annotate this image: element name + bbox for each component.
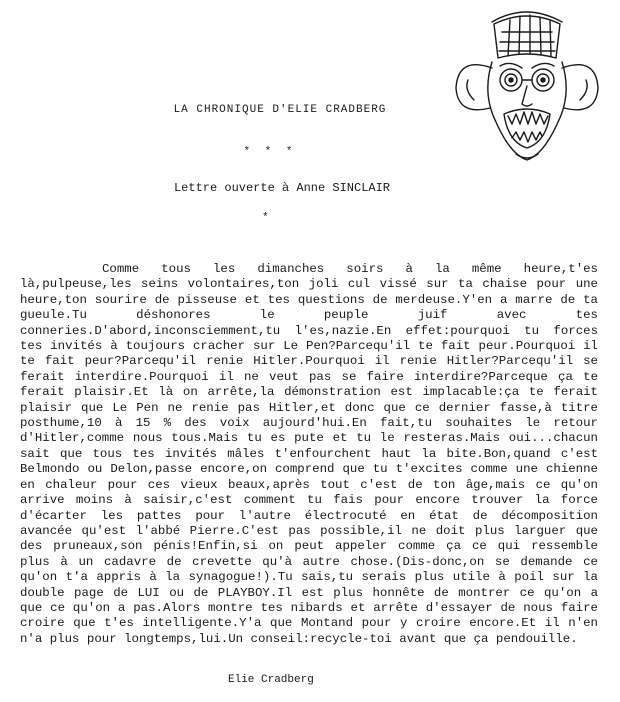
subtitle: Lettre ouverte à Anne SINCLAIR <box>173 181 391 195</box>
signature: Elie Cradberg <box>228 674 314 686</box>
page-title: LA CHRONIQUE D'ELIE CRADBERG <box>173 104 387 116</box>
caricature-face-icon <box>452 4 602 174</box>
title-separator: * * * <box>243 146 297 158</box>
article-body: Comme tous les dimanches soirs à la même heure,t'es là,pulpeuse,les seins volontaires,ton joli cul vissé sur ta chaise pour une heure,ton sourire de pisseuse et tes questions de merdeuse.Y'en a marre de ta gueule.Tu déshonores le peuple juif avec tes conneries.D'abord,inconsciemment,tu l'es,nazie.En effet:pourquoi tu forces tes invités à toujours cracher sur Le Pen?Parcequ'il te fait peur.Pourquoi il te fait peur?Parcequ'il renie Hitler.Pourquoi il renie Hitler?Parcequ'il se ferait interdire.Pourquoi il ne veut pas se faire interdire?Parceque ça te ferait plaisir.Et là on arrête,la démonstration est implacable:ça te ferait plaisir que Le Pen ne renie pas Hitler,et donc que ce dernier fasse,à titre posthume,10 à 15 % des voix aujourd'hui.En fait,tu souhaites le retour d'Hitler,comme nous tous.Mais tu es pute et tu le resteras.Mais oui...chacun sait que tous tes invités mâles t'enfourchent haut la bite.Bon,quand c'est Belmondo ou Delon,passe encore,on comprend que tu t'excites comme une chienne en chaleur pour ces vieux beaux,après tout c'est de ton âge,mais ce qu'on arrive moins à saisir,c'est comment tu fais pour encore trouver la force d'écarter les pattes pour l'autre électrocuté en état de décomposition avancée qu'est l'abbé Pierre.C'est pas possible,il ne doit plus larguer que des pruneaux,son pénis!Enfin,si on peut appeler comme ça ce qui ressemble plus à un cadavre de crevette qu'à autre chose.(Dis-donc,on se demande ce qu'on t'a appris à la synagogue!).Tu sais,tu serais plus utile à poil sur la double page de LUI ou de PLAYBOY.Il est plus honnête de montrer ce qu'on a que ce qu'on a pas.Alors montre tes nibards et arrête d'essayer de nous faire croire que t'es intelligente.Y'a que Montand pour y croire encore.Et il n'en n'a plus pour longtemps,lui.Un conseil:recycle-toi avant que ça pendouille. <box>20 262 598 646</box>
subtitle-star: * <box>262 212 269 224</box>
